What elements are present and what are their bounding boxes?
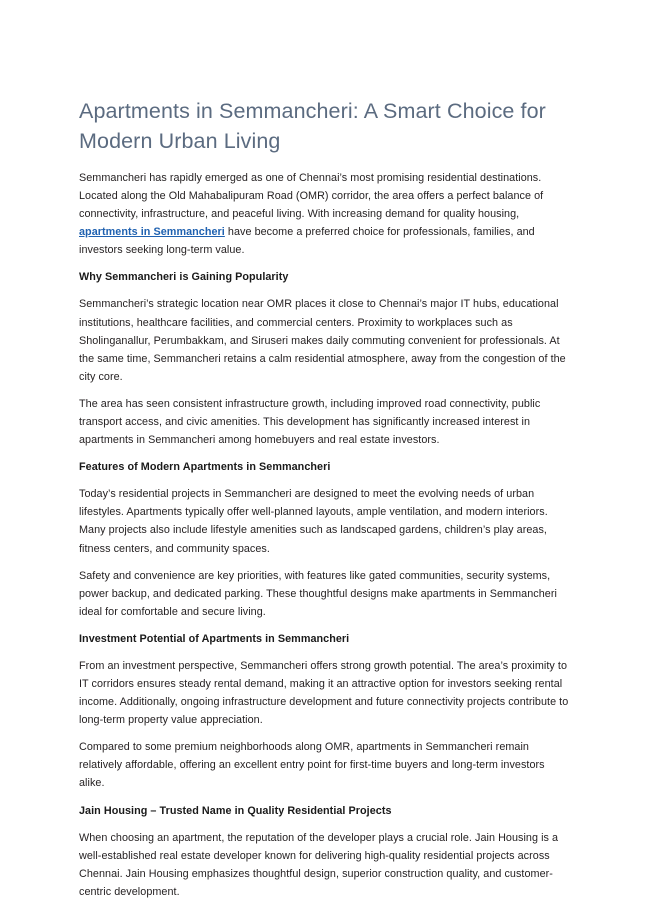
paragraph-investment-2: Compared to some premium neighborhoods along OMR, apartments in Semmancheri remain relatively affordable, offering an excellent entry point for first-time buyers and long-term investors alike. [79,741,545,790]
apartments-in-semmancheri-link[interactable]: apartments in Semmancheri [79,226,225,239]
section-heading-jain-housing: Jain Housing – Trusted Name in Quality Residential Projects [79,804,392,817]
section-heading-why-gaining-popularity: Why Semmancheri is Gaining Popularity [79,271,289,284]
intro-text-before-link: Semmancheri has rapidly emerged as one of Chennai’s most promising residential destinations. Located along the Old Mahabalipuram Road (OMR) corridor, the area offers a perfect balance of connectivity, infrastructure, and peaceful living. With increasing demand for quality housing, [79,172,544,221]
document-content [79,96,571,901]
paragraph-investment-1: From an investment perspective, Semmancheri offers strong growth potential. The area’s proximity to IT corridors ensures steady rental demand, making it an attractive option for investors seeking rental income. Additionally, ongoing infrastructure development and future connectivity projects contribute to long-term property value appreciation. [79,659,569,727]
paragraph-features-2: Safety and convenience are key priorities, with features like gated communities, security systems, power backup, and dedicated parking. These thoughtful designs make apartments in Semmancheri ideal for comfortable and secure living. [79,569,557,618]
section-heading-features: Features of Modern Apartments in Semmancheri [79,461,331,474]
paragraph-jain-1: When choosing an apartment, the reputation of the developer plays a crucial role. Jain Housing is a well-established real estate developer known for delivering high-quality residential projects across Chennai. Jain Housing emphasizes thoughtful design, superior construction quality, and customer-centric development. [79,831,559,898]
intro-text-after-link: have become a preferred choice for professionals, families, and investors seeking long-term value. [79,226,535,257]
section-heading-investment-potential: Investment Potential of Apartments in Semmancheri [79,632,350,645]
paragraph-why-2: The area has seen consistent infrastructure growth, including improved road connectivity, public transport access, and civic amenities. This development has significantly increased interest in apartments in Semmancheri among homebuyers and real estate investors. [79,397,541,447]
page-title: Apartments in Semmancheri: A Smart Choice for Modern Urban Living [79,99,546,153]
paragraph-features-1: Today’s residential projects in Semmancheri are designed to meet the evolving needs of urban lifestyles. Apartments typically offer well-planned layouts, ample ventilation, and modern interiors. Many projects also include lifestyle amenities such as landscaped gardens, children’s play areas, fitness centers, and community spaces. [79,488,548,555]
paragraph-why-1: Semmancheri’s strategic location near OMR places it close to Chennai’s major IT hubs, educational institutions, healthcare facilities, and commercial centers. Proximity to workplaces such as Sholinganallur, Perumbakkam, and Siruseri makes daily commuting convenient for professionals. At the same time, Semmancheri retains a calm residential atmosphere, away from the congestion of the city core. [79,298,566,383]
intro-paragraph [79,169,571,259]
